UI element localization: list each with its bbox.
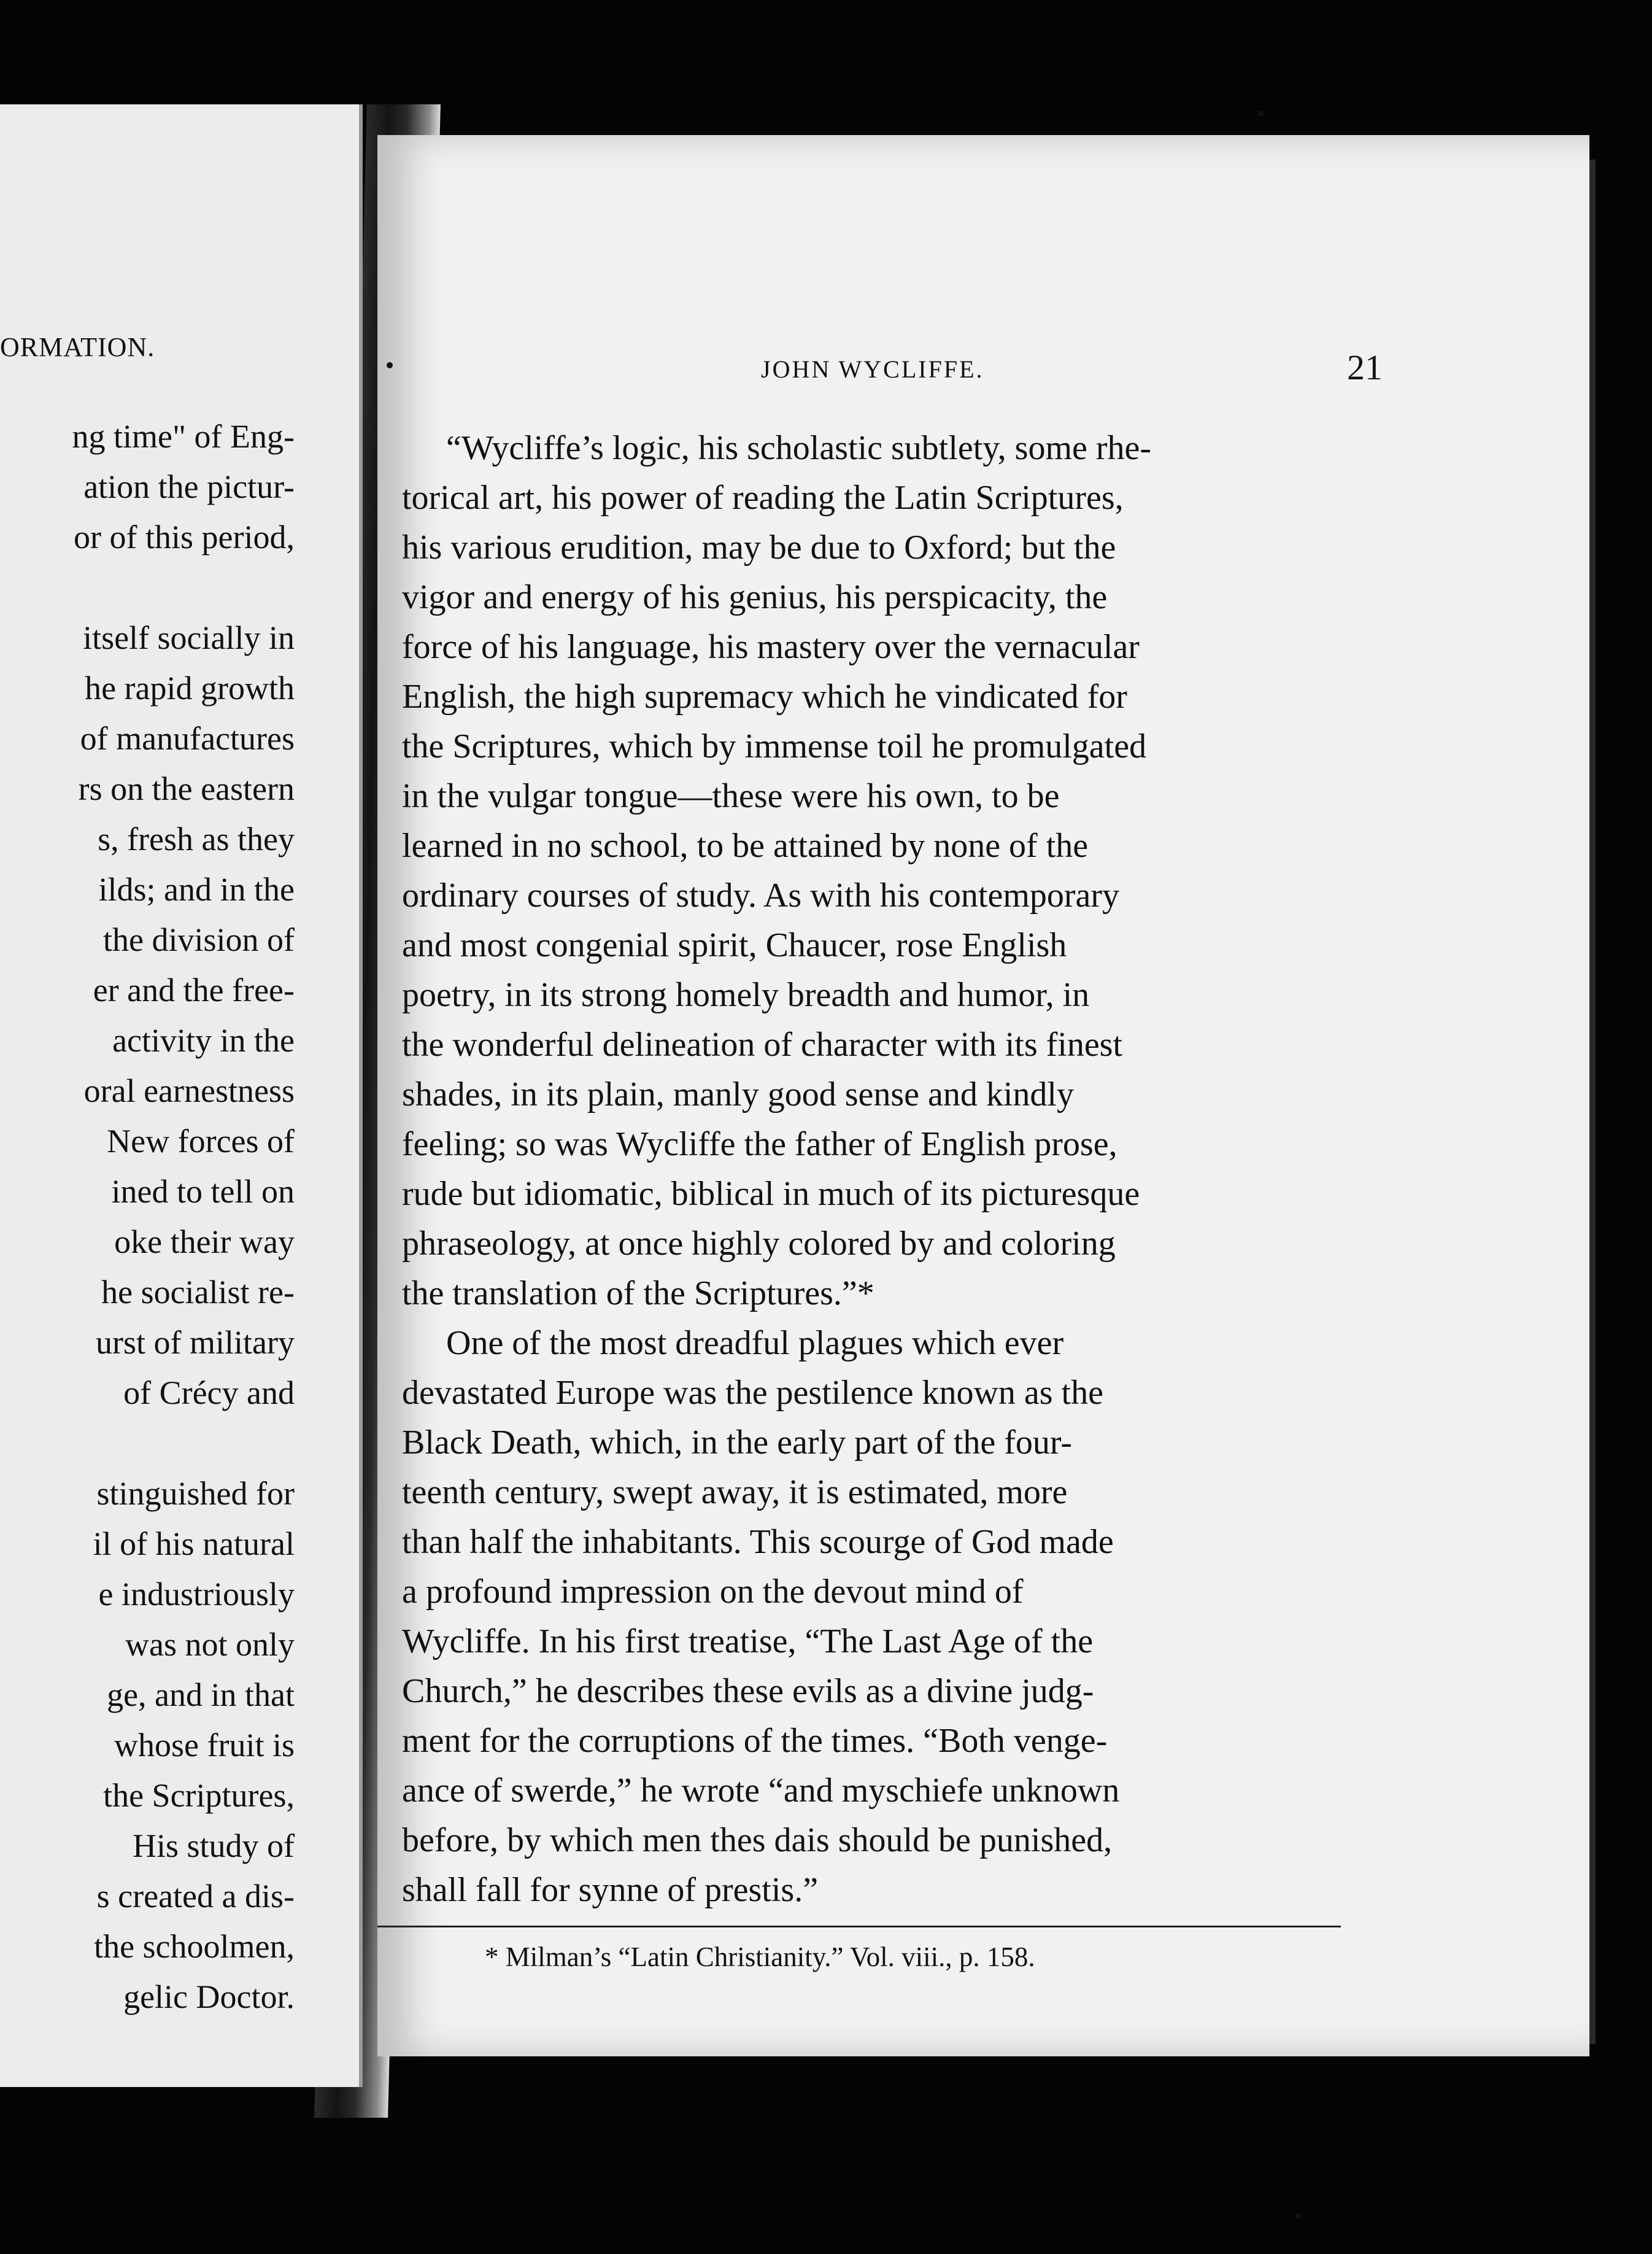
text-line: Church,” he describes these evils as a divine judg- <box>402 1672 1094 1710</box>
text-line: learned in no school, to be attained by none of the <box>402 827 1089 865</box>
left-page-text <box>0 411 295 2022</box>
left-page-line: His study of <box>132 1827 295 1864</box>
text-line: English, the high supremacy which he vindicated for <box>402 678 1127 716</box>
left-page-line: s created a dis- <box>96 1878 295 1915</box>
left-page-line: oral earnestness <box>83 1072 295 1109</box>
text-line: force of his language, his mastery over the vernacular <box>402 628 1140 666</box>
left-page-line: ilds; and in the <box>98 871 295 908</box>
left-running-head: ORMATION. <box>0 332 155 362</box>
right-page-text <box>402 424 1387 1915</box>
text-line: feeling; so was Wycliffe the father of English prose, <box>402 1125 1117 1163</box>
left-page-line: was not only <box>125 1626 295 1663</box>
text-line: phraseology, at once highly colored by and coloring <box>402 1225 1116 1263</box>
page-number: 21 <box>1347 347 1383 387</box>
left-page-line: ined to tell on <box>111 1173 295 1210</box>
left-page-line: e industriously <box>98 1576 295 1613</box>
right-page-edge <box>1589 160 1596 2044</box>
left-page-line: New forces of <box>107 1123 295 1160</box>
left-page-line: the schoolmen, <box>94 1928 295 1965</box>
text-line: ance of swerde,” he wrote “and myschiefe unknown <box>402 1772 1120 1810</box>
left-page-line: gelic Doctor. <box>123 1978 295 2015</box>
scan-speck <box>1295 2213 1301 2219</box>
left-page-line: ge, and in that <box>107 1676 295 1713</box>
left-page-line: of manufactures <box>80 720 295 757</box>
text-line: the Scriptures, which by immense toil he promulgated <box>402 727 1147 765</box>
left-page-gap <box>0 562 295 613</box>
text-line: “Wycliffe’s logic, his scholastic subtlety, some rhe- <box>446 429 1152 467</box>
text-line: Black Death, which, in the early part of the four- <box>402 1423 1073 1462</box>
text-line: rude but idiomatic, biblical in much of its picturesque <box>402 1175 1140 1213</box>
left-book-page <box>0 104 363 2087</box>
text-line: shall fall for synne of prestis.” <box>402 1871 819 1909</box>
left-page-line: activity in the <box>112 1022 295 1059</box>
text-line: torical art, his power of reading the Latin Scriptures, <box>402 479 1124 517</box>
left-page-line: stinguished for <box>96 1475 295 1512</box>
left-page-line: he rapid growth <box>85 670 295 707</box>
scan-speck <box>387 362 393 368</box>
left-page-line: ation the pictur- <box>83 468 295 505</box>
left-page-line: of Crécy and <box>123 1374 295 1411</box>
text-line: in the vulgar tongue—these were his own, to be <box>402 777 1060 815</box>
left-page-line: il of his natural <box>93 1525 295 1562</box>
left-page-line: the division of <box>103 921 295 958</box>
text-line: the translation of the Scriptures.”* <box>402 1274 874 1312</box>
left-page-line: he socialist re- <box>101 1274 295 1311</box>
text-line: his various erudition, may be due to Oxford; but the <box>402 529 1116 567</box>
scan-speck <box>1258 110 1264 117</box>
left-page-line: whose fruit is <box>114 1727 295 1764</box>
left-page-line: itself socially in <box>83 619 295 656</box>
text-line: ment for the corruptions of the times. “Both venge- <box>402 1722 1108 1760</box>
text-line: teenth century, swept away, it is estimated, more <box>402 1473 1068 1511</box>
left-page-line: er and the free- <box>93 972 295 1009</box>
text-line: the wonderful delineation of character with its finest <box>402 1026 1123 1064</box>
text-line: ordinary courses of study. As with his contemporary <box>402 877 1120 915</box>
left-page-gap <box>0 1418 295 1468</box>
text-line: Wycliffe. In his first treatise, “The Last Age of the <box>402 1622 1094 1660</box>
text-line: a profound impression on the devout mind of <box>402 1573 1024 1611</box>
left-page-line: s, fresh as they <box>98 821 295 858</box>
text-line: vigor and energy of his genius, his perspicacity, the <box>402 578 1108 616</box>
text-line: devastated Europe was the pestilence known as the <box>402 1374 1103 1412</box>
left-page-line: urst of military <box>96 1324 295 1361</box>
footnote-rule <box>377 1926 1341 1927</box>
left-page-line: oke their way <box>114 1223 295 1260</box>
text-line: shades, in its plain, manly good sense and kindly <box>402 1075 1074 1113</box>
left-page-line: the Scriptures, <box>103 1777 295 1814</box>
text-line: and most congenial spirit, Chaucer, rose English <box>402 926 1067 964</box>
footnote: * Milman’s “Latin Christianity.” Vol. viii., p. 158. <box>485 1942 1035 1972</box>
text-line: than half the inhabitants. This scourge of God made <box>402 1523 1114 1561</box>
left-page-line: rs on the eastern <box>78 770 295 807</box>
text-line: before, by which men thes dais should be punished, <box>402 1821 1113 1859</box>
text-line: One of the most dreadful plagues which ever <box>446 1324 1064 1362</box>
text-line: poetry, in its strong homely breadth and humor, in <box>402 976 1090 1014</box>
left-page-line: or of this period, <box>74 519 295 556</box>
left-page-line: ng time" of Eng- <box>72 418 295 455</box>
running-head: JOHN WYCLIFFE. <box>761 355 984 383</box>
